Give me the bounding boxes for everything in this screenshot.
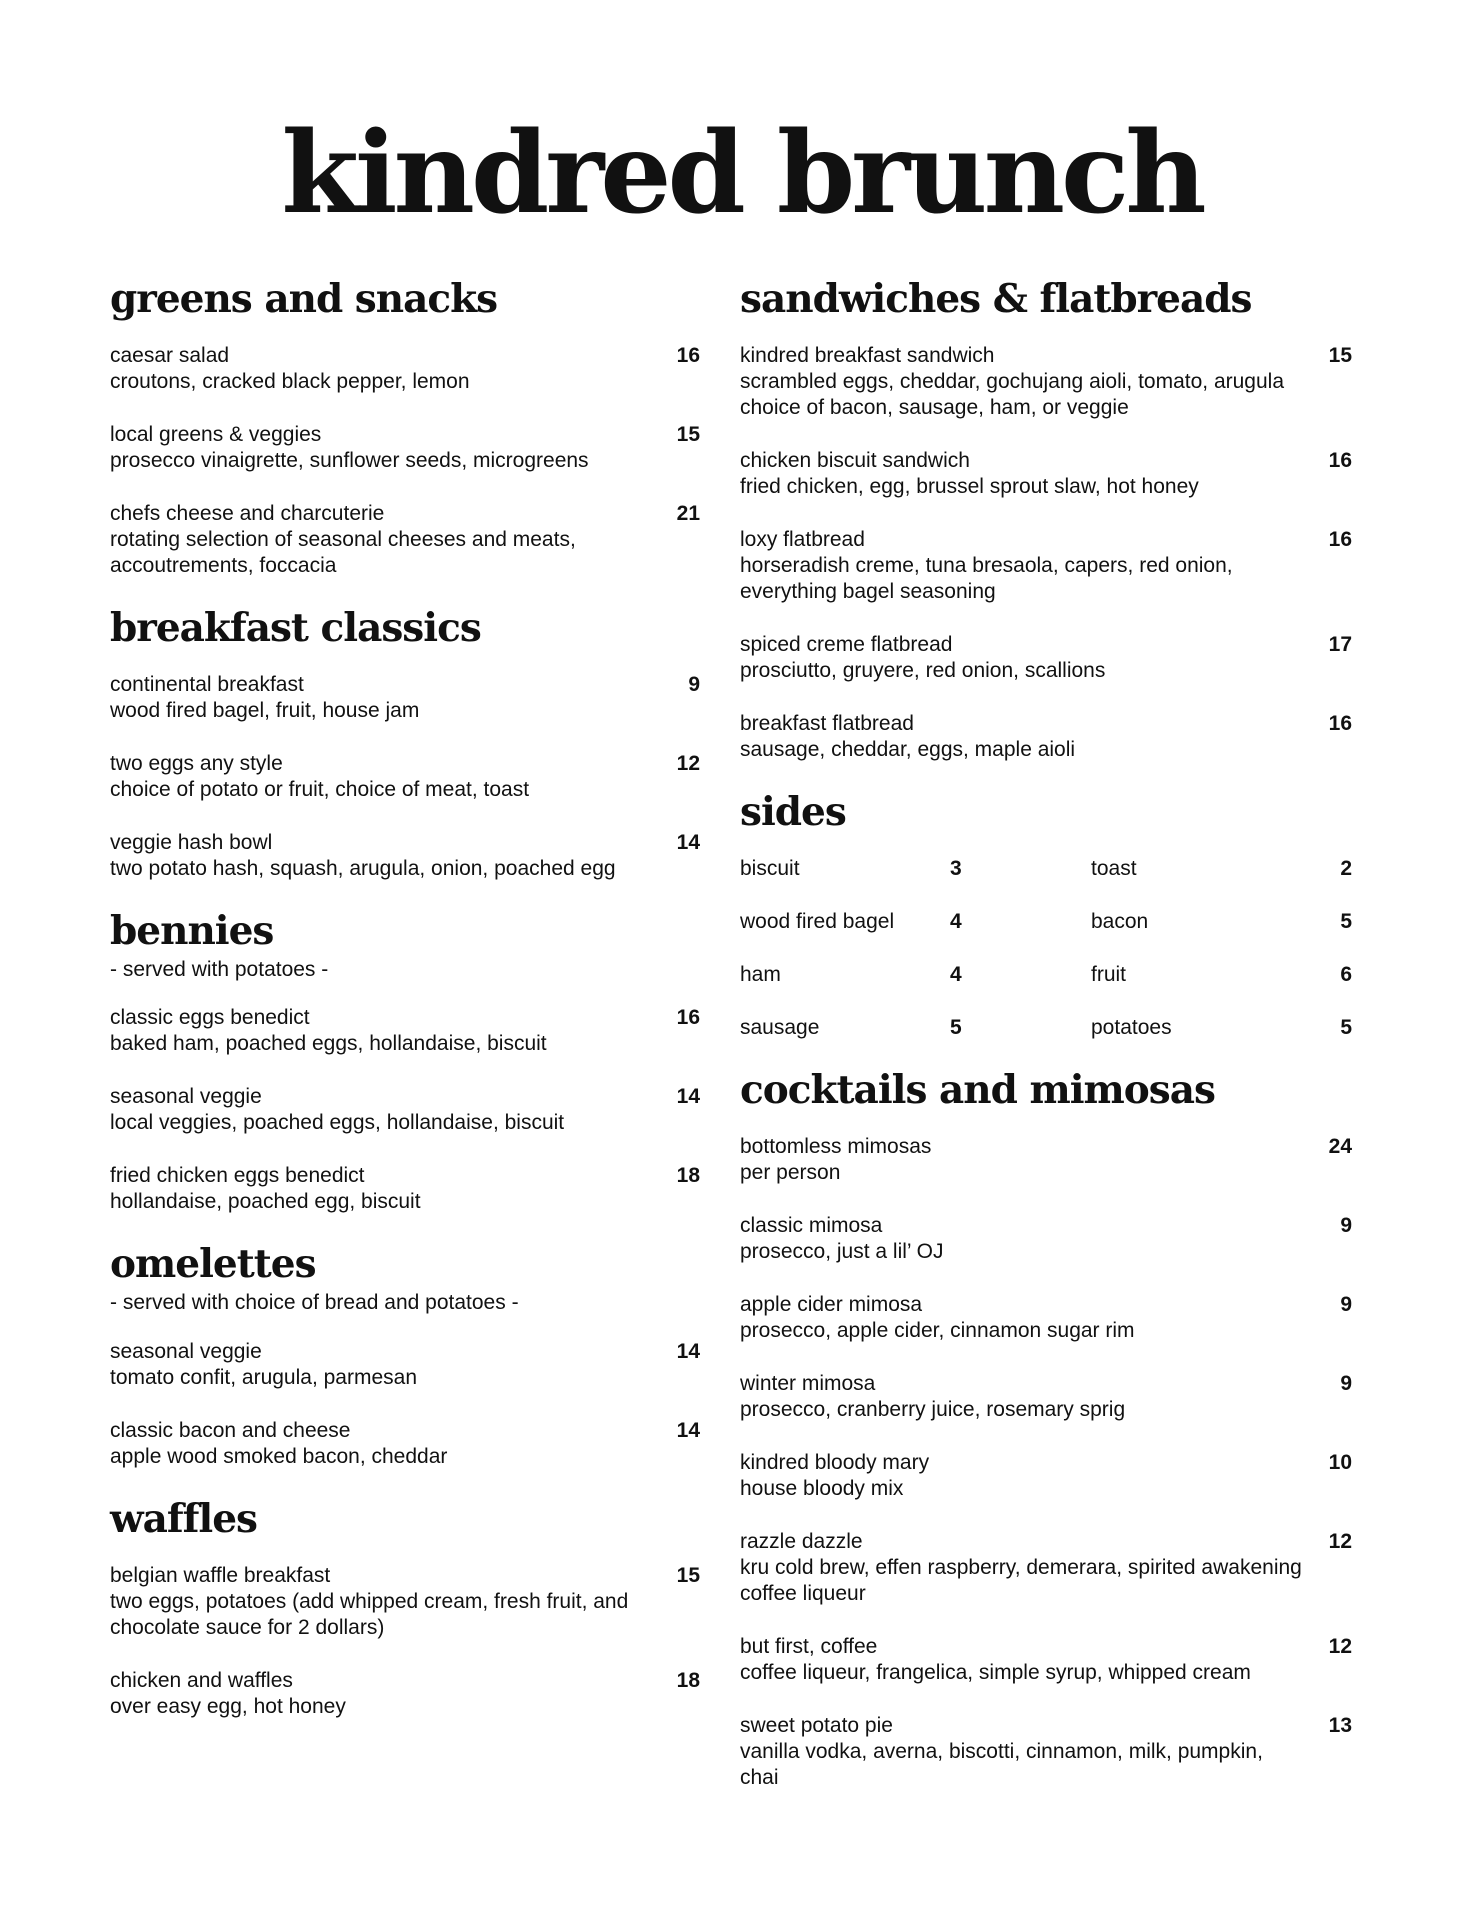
side-price: 2	[1340, 857, 1352, 880]
item-name: apple cider mimosa	[740, 1293, 923, 1316]
item-name: classic eggs benedict	[110, 1006, 310, 1030]
item-price: 15	[676, 423, 700, 446]
side-item	[740, 962, 1001, 988]
section-title: breakfast classics	[110, 605, 481, 651]
section-omelettes	[110, 1241, 700, 1469]
section-title: waffles	[110, 1495, 257, 1542]
side-name: potatoes	[1091, 1016, 1172, 1039]
item-description: prosecco vinaigrette, sunflower seeds, microgreens	[110, 449, 589, 472]
item-name: but first, coffee	[740, 1635, 878, 1658]
item-name: two eggs any style	[110, 752, 283, 775]
left-column	[110, 276, 700, 1750]
menu-item	[110, 422, 700, 474]
menu-item	[110, 830, 700, 882]
item-price: 15	[676, 1563, 700, 1587]
item-price: 12	[676, 752, 700, 775]
section-breakfast-classics	[110, 605, 700, 882]
section-cocktails-and-mimosas	[740, 1067, 1352, 1791]
item-price: 9	[1340, 1214, 1352, 1237]
section-greens-and-snacks	[110, 276, 700, 579]
item-name: kindred breakfast sandwich	[740, 344, 995, 367]
side-price: 5	[1340, 910, 1352, 933]
menu-item	[740, 632, 1352, 684]
item-description: horseradish creme, tuna bresaola, capers, red onion, everything bagel seasoning	[740, 554, 1233, 603]
item-list	[110, 987, 700, 1215]
item-name: bottomless mimosas	[740, 1135, 932, 1158]
item-description: prosecco, cranberry juice, rosemary sprig	[740, 1398, 1126, 1421]
item-price: 13	[1328, 1714, 1352, 1737]
menu-item	[110, 1084, 700, 1136]
menu-item	[110, 1339, 700, 1391]
side-item	[740, 856, 1001, 882]
item-description: kru cold brew, effen raspberry, demerara, spirited awakening coffee liqueur	[740, 1556, 1302, 1605]
section-sandwiches-flatbreads	[740, 276, 1352, 763]
menu-item	[110, 1563, 700, 1641]
side-price: 4	[950, 910, 962, 933]
menu-item	[740, 343, 1352, 421]
side-price: 4	[950, 963, 962, 986]
side-name: ham	[740, 963, 781, 986]
menu-item	[110, 1668, 700, 1720]
item-price: 14	[676, 831, 700, 854]
item-price: 16	[676, 344, 700, 367]
item-name: loxy flatbread	[740, 528, 865, 551]
item-description: prosecco, just a lil’ OJ	[740, 1240, 944, 1263]
menu-item	[110, 672, 700, 724]
item-name: seasonal veggie	[110, 1339, 262, 1363]
side-item	[1091, 909, 1352, 935]
item-name: winter mimosa	[740, 1372, 876, 1395]
item-description: local veggies, poached eggs, hollandaise, biscuit	[110, 1111, 565, 1135]
item-description: hollandaise, poached egg, biscuit	[110, 1190, 421, 1214]
item-name: continental breakfast	[110, 673, 304, 696]
side-price: 3	[950, 857, 962, 880]
item-list	[110, 654, 700, 882]
item-list	[740, 1116, 1352, 1791]
item-description: choice of potato or fruit, choice of meat, toast	[110, 778, 530, 801]
item-price: 14	[676, 1418, 700, 1442]
item-name: classic bacon and cheese	[110, 1418, 351, 1442]
item-price: 14	[676, 1339, 700, 1363]
item-name: classic mimosa	[740, 1214, 883, 1237]
menu-item	[740, 1134, 1352, 1186]
item-list	[110, 1545, 700, 1720]
menu-item	[740, 1213, 1352, 1265]
menu-item	[110, 1418, 700, 1470]
sides-grid	[740, 838, 1352, 1041]
item-description: apple wood smoked bacon, cheddar	[110, 1444, 448, 1468]
menu-item	[740, 1292, 1352, 1344]
item-name: razzle dazzle	[740, 1530, 863, 1553]
side-name: sausage	[740, 1016, 820, 1039]
side-item	[1091, 856, 1352, 882]
item-description: two potato hash, squash, arugula, onion, poached egg	[110, 857, 616, 880]
item-description: per person	[740, 1161, 841, 1184]
item-description: house bloody mix	[740, 1477, 904, 1500]
side-item	[740, 909, 1001, 935]
item-description: croutons, cracked black pepper, lemon	[110, 370, 470, 393]
side-item	[740, 1015, 1001, 1041]
section-title: sandwiches & flatbreads	[740, 276, 1252, 322]
item-description: wood fired bagel, fruit, house jam	[110, 699, 420, 722]
item-option-note: choice of bacon, sausage, ham, or veggie	[740, 396, 1129, 419]
item-price: 17	[1328, 633, 1352, 656]
section-title: sides	[740, 789, 846, 835]
item-name: chicken biscuit sandwich	[740, 449, 970, 472]
side-name: toast	[1091, 857, 1137, 880]
item-price: 15	[1328, 344, 1352, 367]
item-name: seasonal veggie	[110, 1085, 262, 1109]
menu-item	[740, 527, 1352, 605]
section-title: omelettes	[110, 1241, 316, 1288]
section-bennies	[110, 908, 700, 1215]
side-name: biscuit	[740, 857, 800, 880]
item-name: sweet potato pie	[740, 1714, 893, 1737]
side-name: wood fired bagel	[740, 910, 895, 933]
item-description: two eggs, potatoes (add whipped cream, fresh fruit, and chocolate sauce for 2 dollars)	[110, 1589, 629, 1639]
side-price: 5	[1340, 1016, 1352, 1039]
menu-item	[740, 1529, 1352, 1607]
side-item	[1091, 1015, 1352, 1041]
item-description: fried chicken, egg, brussel sprout slaw, hot honey	[740, 475, 1199, 498]
menu-item	[110, 1005, 700, 1057]
item-price: 9	[1340, 1293, 1352, 1316]
item-name: chicken and waffles	[110, 1668, 293, 1692]
side-price: 5	[950, 1016, 962, 1039]
menu-item	[740, 1634, 1352, 1686]
side-name: bacon	[1091, 910, 1149, 933]
section-title: bennies	[110, 908, 274, 954]
item-name: breakfast flatbread	[740, 712, 914, 735]
menu-item	[740, 1371, 1352, 1423]
menu-title: kindred brunch	[281, 108, 1203, 239]
menu-item	[740, 1450, 1352, 1502]
item-name: spiced creme flatbread	[740, 633, 953, 656]
item-price: 12	[1328, 1530, 1352, 1553]
item-list	[740, 325, 1352, 763]
item-name: veggie hash bowl	[110, 831, 273, 854]
menu-item	[740, 448, 1352, 500]
item-description: over easy egg, hot honey	[110, 1694, 346, 1718]
item-price: 12	[1328, 1635, 1352, 1658]
item-price: 21	[676, 502, 700, 525]
item-name: kindred bloody mary	[740, 1451, 930, 1474]
item-description: tomato confit, arugula, parmesan	[110, 1365, 418, 1389]
item-price: 14	[676, 1085, 700, 1109]
item-description: coffee liqueur, frangelica, simple syrup, whipped cream	[740, 1661, 1251, 1684]
item-list	[110, 1321, 700, 1470]
menu-item	[740, 711, 1352, 763]
item-price: 16	[1328, 528, 1352, 551]
section-title: greens and snacks	[110, 276, 498, 322]
menu-item	[740, 1713, 1352, 1791]
section-note: - served with choice of bread and potatoes -	[110, 1291, 519, 1315]
menu-item	[110, 1163, 700, 1215]
side-price: 6	[1340, 963, 1352, 986]
item-description: rotating selection of seasonal cheeses and meats, accoutrements, foccacia	[110, 528, 576, 577]
item-price: 16	[1328, 449, 1352, 472]
item-description: sausage, cheddar, eggs, maple aioli	[740, 738, 1076, 761]
item-description: baked ham, poached eggs, hollandaise, biscuit	[110, 1032, 547, 1056]
item-name: caesar salad	[110, 344, 230, 367]
item-price: 9	[1340, 1372, 1352, 1395]
item-name: chefs cheese and charcuterie	[110, 502, 385, 525]
side-name: fruit	[1091, 963, 1127, 986]
item-price: 18	[676, 1668, 700, 1692]
item-price: 9	[688, 673, 700, 696]
item-price: 10	[1328, 1451, 1352, 1474]
item-price: 16	[1328, 712, 1352, 735]
menu-item	[110, 343, 700, 395]
right-column	[740, 276, 1352, 1821]
item-price: 24	[1328, 1135, 1352, 1158]
item-list	[110, 325, 700, 579]
section-waffles	[110, 1495, 700, 1720]
item-name: local greens & veggies	[110, 423, 322, 446]
section-title: cocktails and mimosas	[740, 1067, 1215, 1113]
item-description: prosecco, apple cider, cinnamon sugar rim	[740, 1319, 1135, 1342]
menu-item	[110, 751, 700, 803]
menu-item	[110, 501, 700, 579]
item-description: scrambled eggs, cheddar, gochujang aioli, tomato, arugula	[740, 370, 1285, 393]
section-note: - served with potatoes -	[110, 958, 329, 981]
item-price: 16	[676, 1006, 700, 1030]
item-description: prosciutto, gruyere, red onion, scallions	[740, 659, 1106, 682]
item-name: belgian waffle breakfast	[110, 1563, 331, 1587]
item-name: fried chicken eggs benedict	[110, 1164, 365, 1188]
item-description: vanilla vodka, averna, biscotti, cinnamon, milk, pumpkin, chai	[740, 1740, 1263, 1789]
item-price: 18	[676, 1164, 700, 1188]
side-item	[1091, 962, 1352, 988]
section-sides	[740, 789, 1352, 1041]
